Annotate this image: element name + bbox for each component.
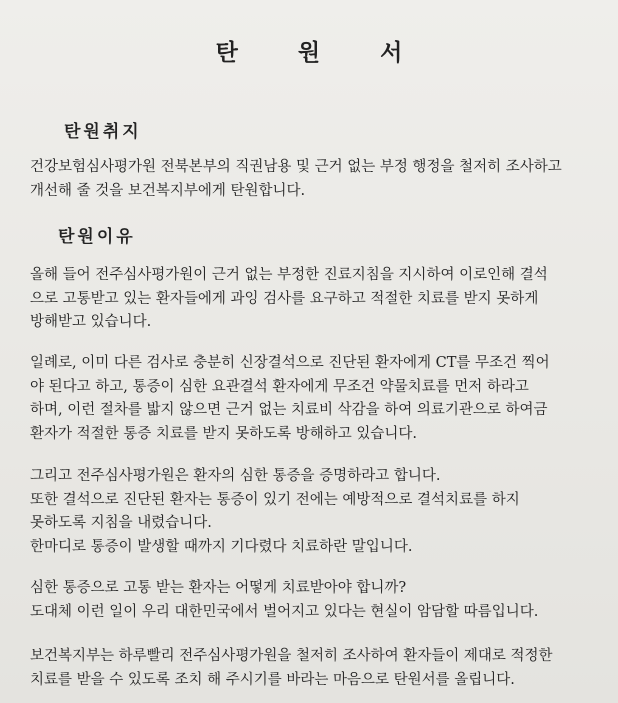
purpose-paragraph [30, 156, 610, 203]
text-line: 심한 통증으로 고통 받는 환자는 어떻게 치료받아야 합니까? [30, 580, 407, 596]
text-line: 도대체 이런 일이 우리 대한민국에서 벌어지고 있다는 현실이 암담할 따름입니다. [30, 603, 539, 620]
text-line: 방해받고 있습니다. [30, 314, 152, 330]
text-line: 치료를 받을 수 있도록 조치 해 주시기를 바라는 마음으로 탄원서를 올립니다. [30, 671, 515, 688]
reason-paragraph-2 [30, 352, 610, 446]
text-line: 한마디로 통증이 발생할 때까지 기다렸다 치료하란 말입니다. [30, 538, 413, 555]
reason-paragraph-3 [30, 465, 610, 559]
text-line: 으로 고통받고 있는 환자들에게 과잉 검사를 요구하고 적절한 치료를 받지 못하게 [30, 290, 539, 307]
text-line: 또한 결석으로 진단된 환자는 통증이 있기 전에는 예방적으로 결석치료를 하지 [30, 491, 520, 508]
section-heading-purpose: 탄원취지 [64, 122, 142, 142]
text-line: 개선해 줄 것을 보건복지부에게 탄원합니다. [30, 182, 306, 199]
text-line: 올해 들어 전주심사평가원이 근거 없는 부정한 진료지침을 지시하여 이로인해 결석 [30, 267, 548, 283]
text-line: 일례로, 이미 다른 검사로 충분히 신장결석으로 진단된 환자에게 CT를 무조건 찍어 [30, 355, 550, 371]
document-title: 탄 원 서 [215, 39, 429, 66]
text-line: 보건복지부는 하루빨리 전주심사평가원을 철저히 조사하여 환자들이 제대로 적정한 [30, 648, 553, 664]
text-line: 건강보험심사평가원 전북본부의 직권남용 및 근거 없는 부정 행정을 철저히 조사하고 [30, 159, 562, 175]
text-line: 그리고 전주심사평가원은 환자의 심한 통증을 증명하라고 합니다. [30, 468, 441, 484]
text-line: 야 된다고 하고, 통증이 심한 요관결석 환자에게 무조건 약물치료를 먼저 하라고 [30, 378, 529, 395]
reason-paragraph-4 [30, 577, 610, 624]
text-line: 환자가 적절한 통증 치료를 받지 못하도록 방해하고 있습니다. [30, 425, 418, 442]
section-heading-reasons: 탄원이유 [58, 227, 136, 247]
reason-paragraph-1 [30, 264, 610, 335]
text-line: 하며, 이런 절차를 밟지 않으면 근거 없는 치료비 삭감을 하여 의료기관으로 하여금 [30, 402, 548, 418]
text-line: 못하도록 지침을 내렸습니다. [30, 515, 212, 531]
reason-paragraph-5 [30, 645, 610, 692]
